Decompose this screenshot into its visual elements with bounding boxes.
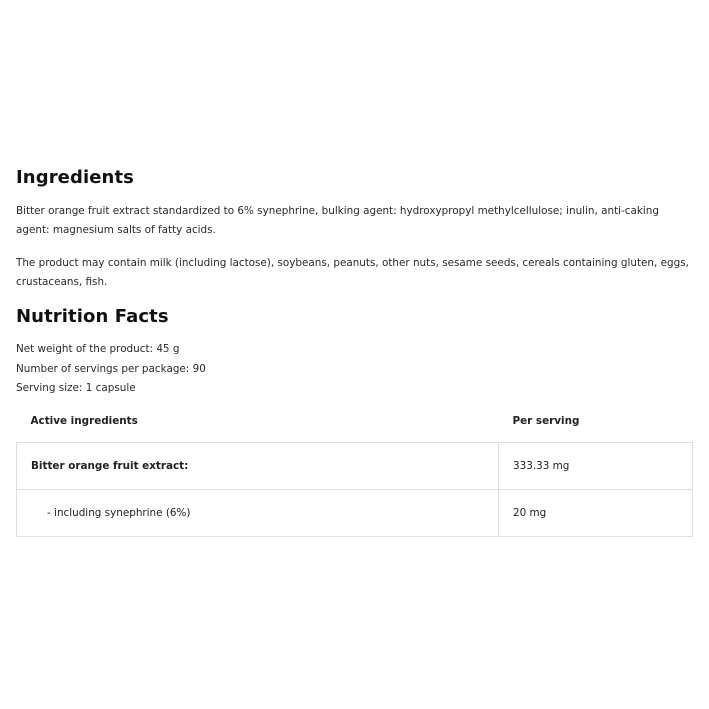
ingredient-name-cell: Bitter orange fruit extract: [17,443,499,490]
nutrition-facts-heading: Nutrition Facts [16,306,169,327]
allergens-text: The product may contain milk (including lactose), soybeans, peanuts, other nuts, sesame seeds, cereals containing gluten, eggs, crustaceans, fish. [16,257,689,288]
serving-size-text: Serving size: 1 capsule [16,382,136,394]
nutrition-table [16,400,693,537]
ingredients-text: Bitter orange fruit extract standardized to 6% synephrine, bulking agent: hydroxypropyl methylcellulose; inulin, anti-caking agent: magnesium salts of fatty acids. [16,205,659,236]
net-weight-text: Net weight of the product: 45 g [16,343,180,355]
table-row [17,490,693,537]
table-row [17,443,693,490]
ingredient-name-cell: - including synephrine (6%) [17,490,499,537]
servings-per-package-text: Number of servings per package: 90 [16,362,206,375]
per-serving-cell: 333.33 mg [499,443,693,490]
table-header-row [17,400,693,443]
nutrition-summary [16,340,206,399]
per-serving-cell: 20 mg [499,490,693,537]
ingredients-heading: Ingredients [16,167,134,188]
column-header-per-serving: Per serving [512,415,580,427]
column-header-active-ingredients: Active ingredients [30,415,138,427]
